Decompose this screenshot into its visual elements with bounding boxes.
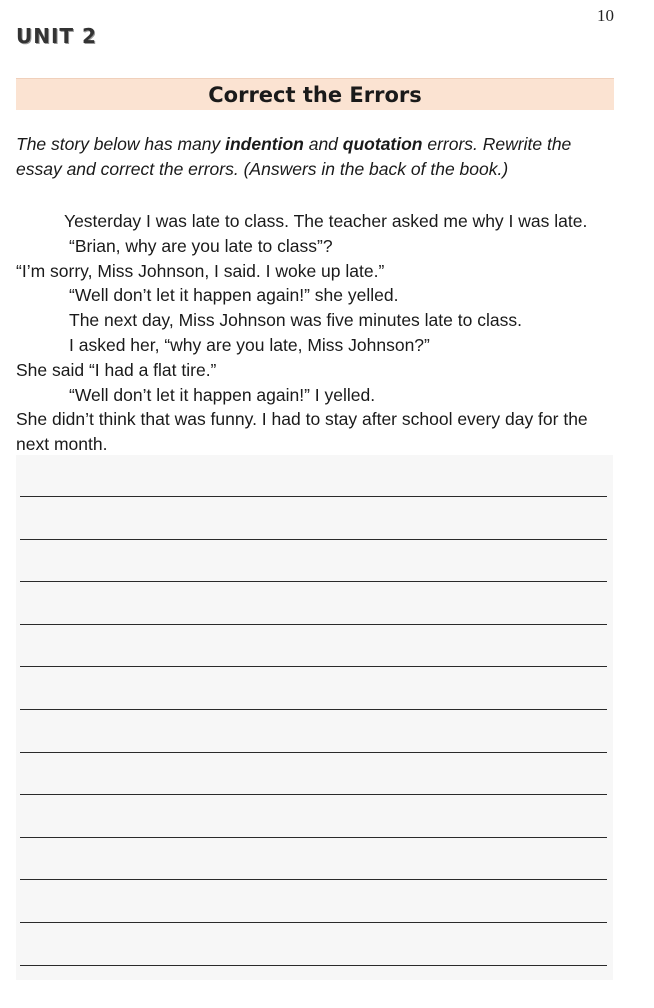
section-title-band	[16, 78, 614, 110]
writing-line[interactable]	[20, 837, 607, 838]
writing-line[interactable]	[20, 666, 607, 667]
writing-line[interactable]	[20, 794, 607, 795]
writing-line[interactable]	[20, 965, 607, 966]
section-title: Correct the Errors	[208, 82, 422, 107]
writing-line[interactable]	[20, 922, 607, 923]
instructions-bold-indention: indention	[225, 134, 304, 154]
story-line: I asked her, “why are you late, Miss Johnson?”	[69, 334, 430, 355]
story-line: She didn’t think that was funny. I had to stay after school every day for the next month.	[16, 409, 588, 455]
story-passage	[16, 209, 621, 457]
writing-line[interactable]	[20, 879, 607, 880]
page-number: 10	[597, 6, 614, 25]
story-line: “I’m sorry, Miss Johnson, I said. I woke up late.”	[16, 260, 385, 281]
story-line: “Well don’t let it happen again!” I yelled.	[69, 384, 376, 405]
instructions-text-1: The story below has many	[16, 134, 226, 154]
instructions-text-3: errors. Rewrite the essay and correct the errors. (Answers in the back of the book.)	[16, 134, 572, 179]
writing-area[interactable]	[16, 455, 613, 980]
writing-line[interactable]	[20, 709, 607, 710]
writing-line[interactable]	[20, 539, 607, 540]
writing-line[interactable]	[20, 581, 607, 582]
story-line: The next day, Miss Johnson was five minutes late to class.	[69, 310, 522, 331]
writing-line[interactable]	[20, 752, 607, 753]
story-line: “Well don’t let it happen again!” she yelled.	[69, 285, 399, 306]
story-line: “Brian, why are you late to class”?	[69, 235, 333, 256]
instructions	[16, 132, 616, 182]
writing-line[interactable]	[20, 496, 607, 497]
instructions-bold-quotation: quotation	[342, 134, 423, 154]
instructions-text-2: and	[303, 134, 343, 154]
writing-line[interactable]	[20, 624, 607, 625]
story-line: She said “I had a flat tire.”	[16, 359, 217, 380]
unit-label: UNIT 2	[16, 24, 97, 48]
story-line: Yesterday I was late to class. The teacher asked me why I was late.	[64, 211, 588, 231]
